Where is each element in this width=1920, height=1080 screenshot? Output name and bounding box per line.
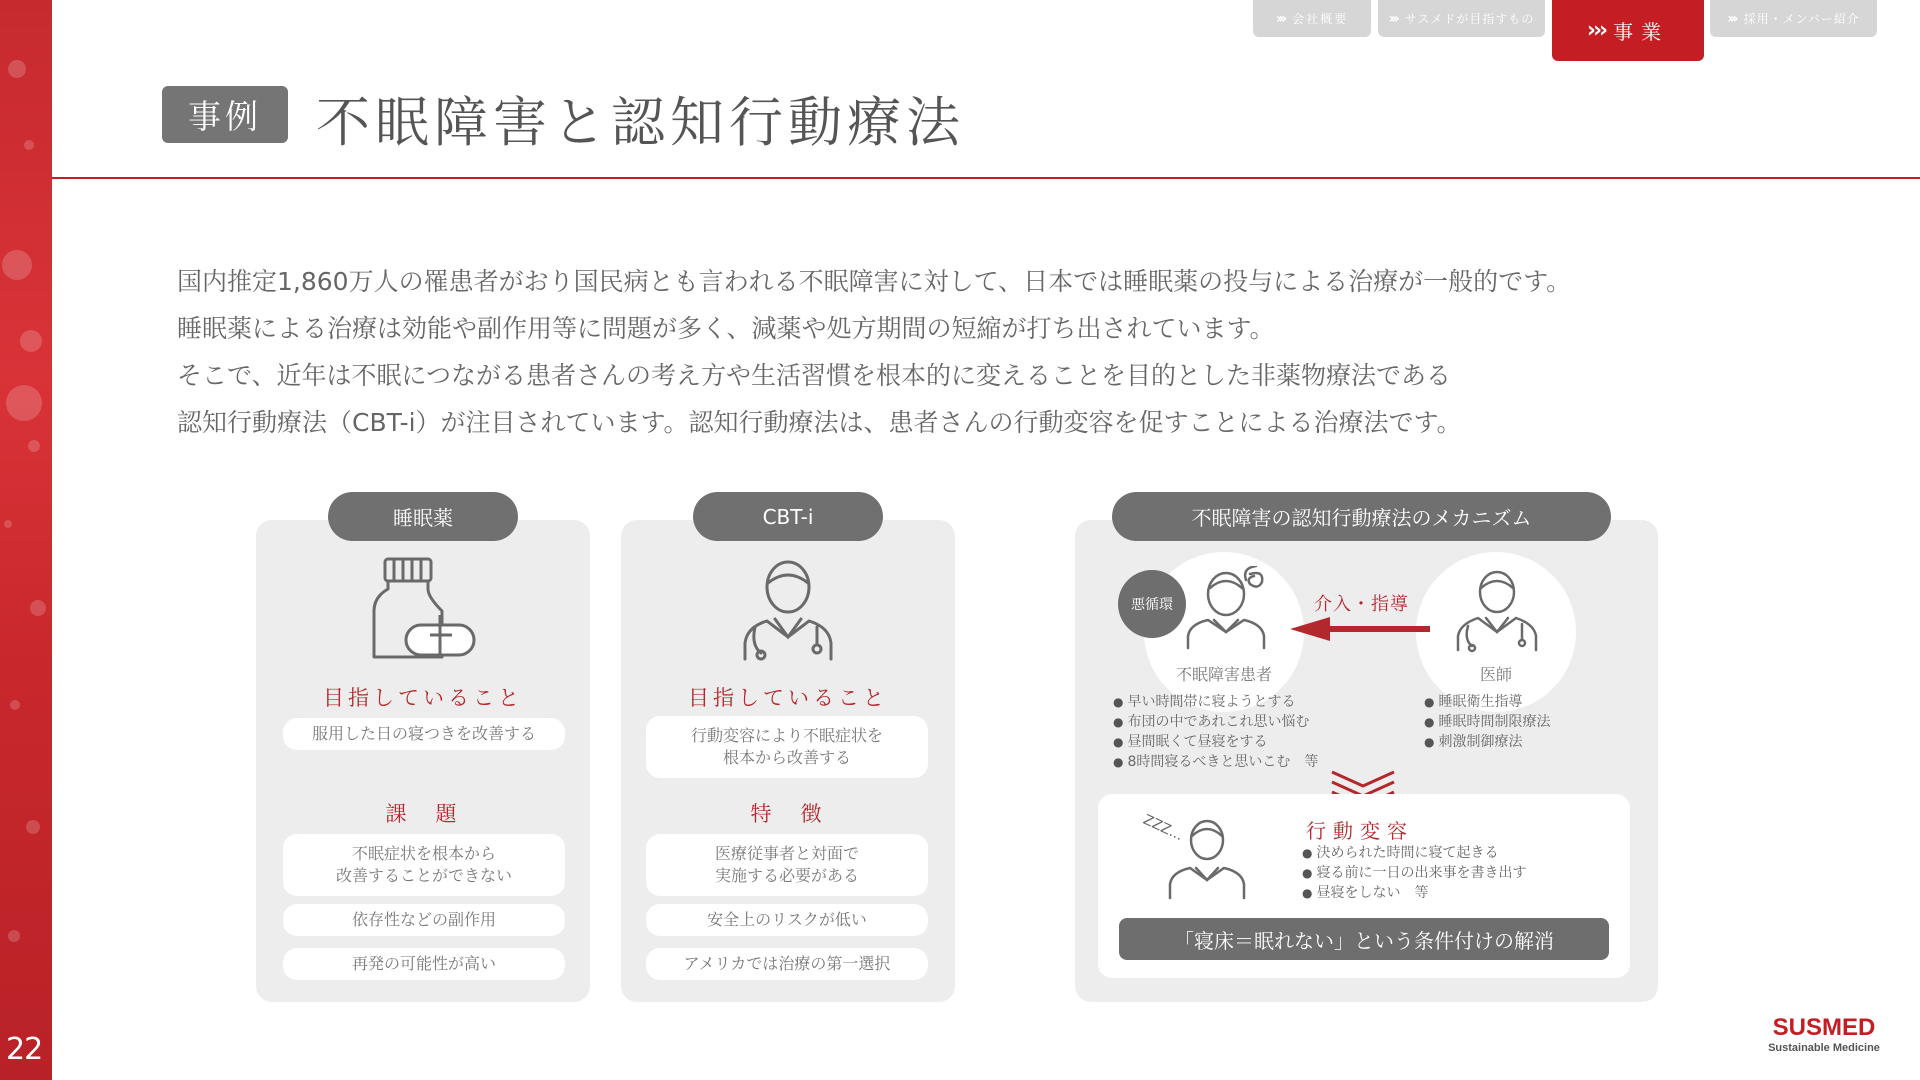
intervention-label: 介入・指導 (1314, 594, 1409, 615)
tab-business[interactable] (1552, 0, 1704, 61)
goal-heading: 目指していること (688, 686, 888, 710)
page-number: 22 (6, 1032, 43, 1067)
result-banner: 「寝床＝眠れない」という条件付けの解消 (1119, 918, 1609, 960)
intro-line: 国内推定1,860万人の罹患者がおり国民病とも言われる不眠障害に対して、日本では睡眠薬の投与による治療が一般的です。 (177, 267, 1572, 296)
chevrons-right-icon: ››› (1727, 10, 1736, 27)
doctor-icon (733, 557, 843, 667)
intro-line: そこで、近年は不眠につながる患者さんの考え方や生活習慣を根本的に変えることを目的とした非薬物療法である (177, 361, 1452, 390)
bullet-item: ● 睡眠時間制限療法 (1424, 712, 1550, 732)
sleeping-person-icon (1164, 816, 1254, 900)
tab-recruit-members[interactable] (1710, 0, 1877, 37)
page-title: 不眠障害と認知行動療法 (316, 91, 965, 154)
tab-label: 事業 (1613, 20, 1670, 44)
card-title-sleeping-pills: 睡眠薬 (328, 492, 518, 541)
feature-box: アメリカでは治療の第一選択 (646, 948, 928, 980)
title-badge: 事例 (162, 86, 288, 143)
bullet-item: ● 昼間眠くて昼寝をする (1113, 732, 1318, 752)
bullet-item: ● 8時間寝るべきと思いこむ 等 (1113, 752, 1318, 772)
patient-bullets (1113, 692, 1318, 772)
tab-label: 会社概要 (1292, 12, 1349, 26)
bullet-item: ● 決められた時間に寝て起きる (1302, 843, 1526, 863)
title-divider (52, 177, 1920, 179)
bullet-item: ● 寝る前に一日の出来事を書き出す (1302, 863, 1526, 883)
bullet-item: ● 昼寝をしない 等 (1302, 883, 1526, 903)
goal-text: 行動変容により不眠症状を 根本から改善する (690, 726, 883, 767)
intro-line: 認知行動療法（CBT-i）が注目されています。認知行動療法は、患者さんの行動変容を促すことによる治療法です。 (177, 408, 1462, 437)
intro-paragraph (177, 258, 1777, 446)
top-nav (0, 0, 1920, 70)
goal-box (646, 716, 928, 778)
goal-box: 服用した日の寝つきを改善する (283, 718, 565, 750)
chevrons-right-icon: ››› (1388, 10, 1397, 27)
issues-heading: 課 題 (385, 802, 461, 826)
chevrons-right-icon: ››› (1586, 18, 1606, 43)
card-title-mechanism: 不眠障害の認知行動療法のメカニズム (1112, 492, 1611, 541)
tab-label: サスメドが目指すもの (1404, 12, 1535, 26)
intro-line: 睡眠薬による治療は効能や副作用等に問題が多く、減薬や処方期間の短縮が打ち出されています。 (177, 314, 1275, 343)
doctor-bullets (1424, 692, 1550, 752)
feature-box: 安全上のリスクが低い (646, 904, 928, 936)
bullet-item: ● 刺激制御療法 (1424, 732, 1550, 752)
features-heading: 特 徴 (750, 802, 826, 826)
bullet-item: ● 睡眠衛生指導 (1424, 692, 1550, 712)
vicious-cycle-badge: 悪循環 (1118, 570, 1186, 638)
issue-box (283, 834, 565, 896)
tab-label: 採用・メンバー紹介 (1743, 12, 1860, 26)
logo-tagline: Sustainable Medicine (1768, 1042, 1880, 1054)
bullet-item: ● 布団の中であれこれ思い悩む (1113, 712, 1318, 732)
tab-vision[interactable] (1378, 0, 1545, 37)
behavior-change-title: 行動変容 (1306, 819, 1414, 843)
feature-text: 医療従事者と対面で 実施する必要がある (714, 844, 859, 885)
patient-icon (1184, 566, 1274, 656)
company-logo (1766, 1014, 1882, 1054)
goal-heading: 目指していること (323, 686, 523, 710)
bullet-item: ● 早い時間帯に寝ようとする (1113, 692, 1318, 712)
card-title-cbt-i: CBT-i (693, 492, 883, 541)
behavior-bullets (1302, 843, 1526, 903)
doctor-icon (1452, 566, 1542, 656)
tab-company-overview[interactable] (1253, 0, 1371, 37)
logo-wordmark: SUSMED (1772, 1014, 1876, 1041)
side-decoration-strip (0, 0, 52, 1080)
pill-bottle-icon (370, 555, 480, 665)
feature-box (646, 834, 928, 896)
issue-text: 不眠症状を根本から 改善することができない (335, 844, 512, 885)
issue-box: 依存性などの副作用 (283, 904, 565, 936)
issue-box: 再発の可能性が高い (283, 948, 565, 980)
chevrons-right-icon: ››› (1275, 10, 1285, 27)
patient-label: 不眠障害患者 (1175, 665, 1272, 684)
arrow-left-icon (1290, 616, 1430, 642)
sleep-zzz-label: ZZZ... (1140, 811, 1186, 845)
doctor-label: 医師 (1479, 665, 1512, 684)
